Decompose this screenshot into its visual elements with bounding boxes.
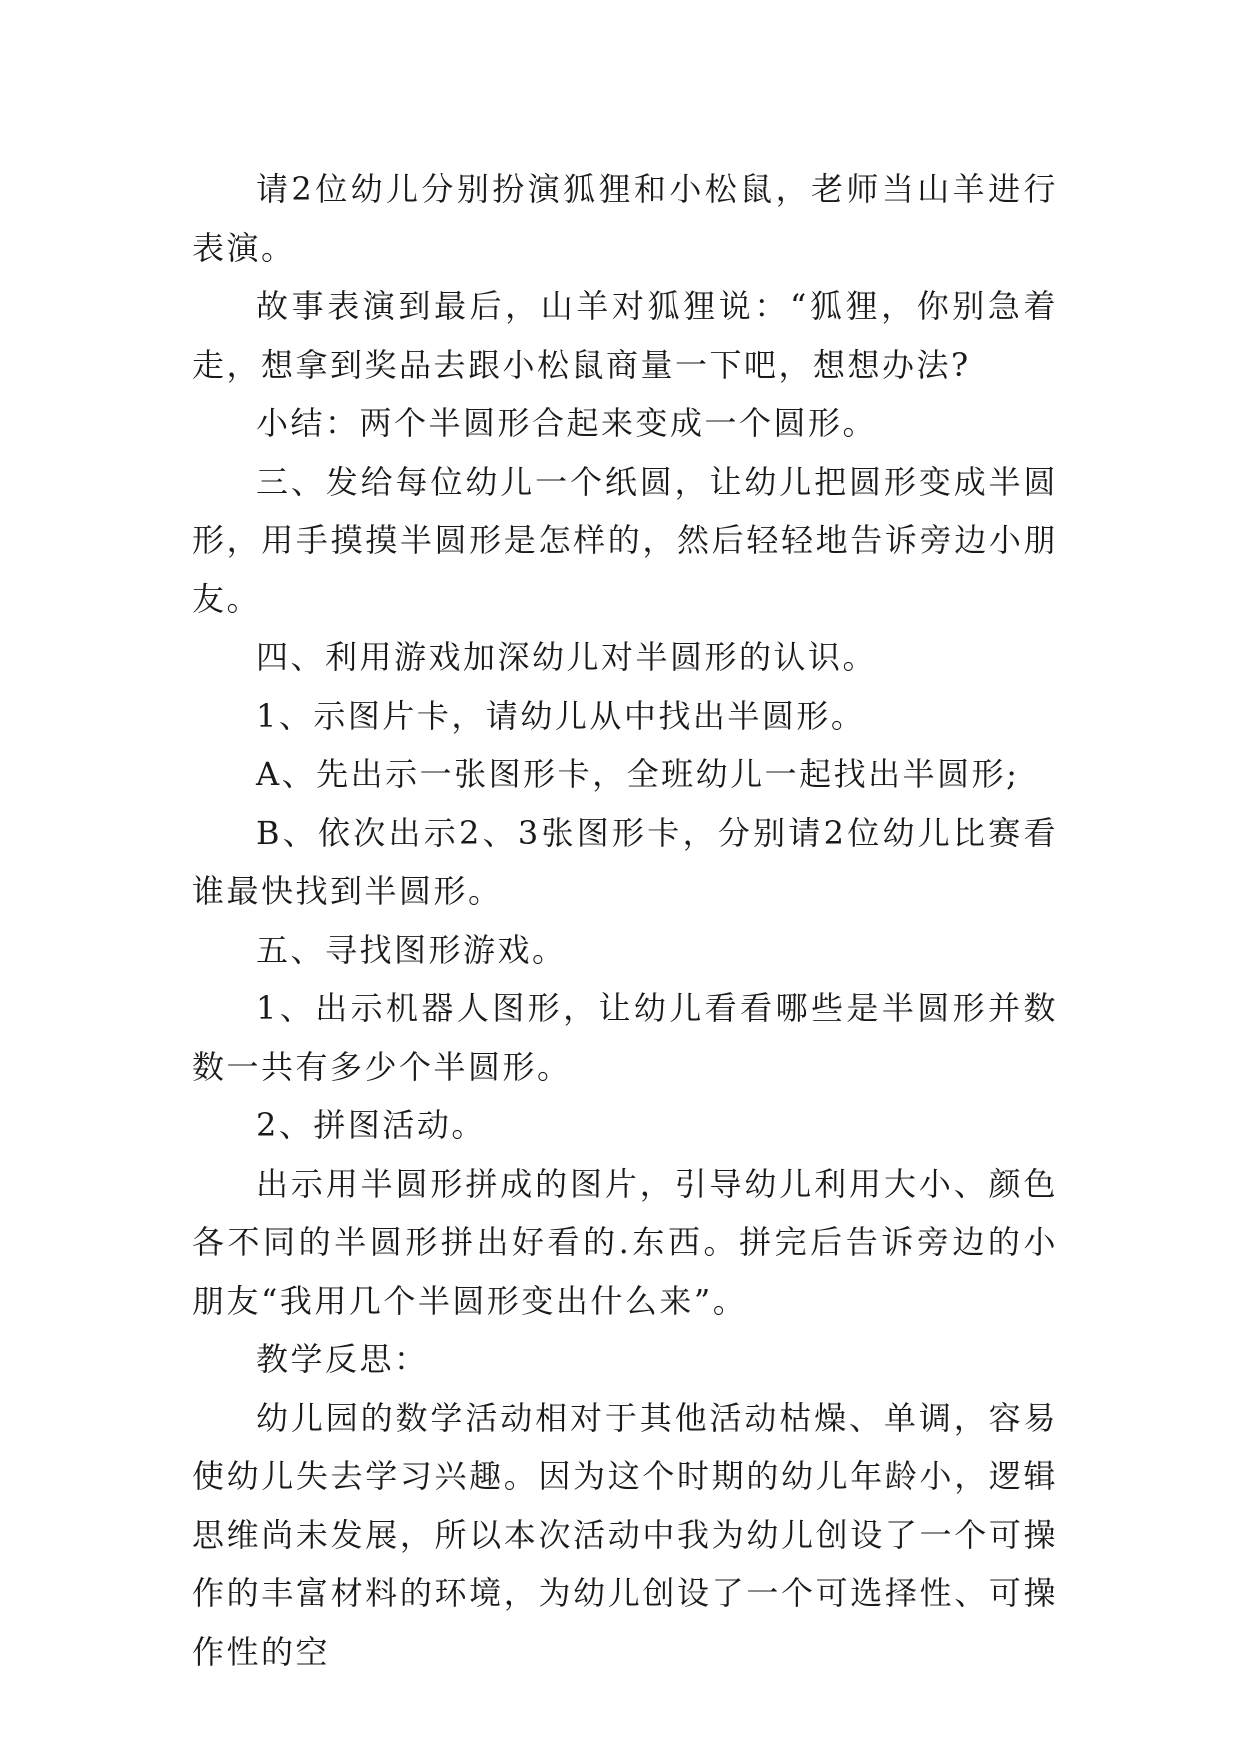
paragraph: B、依次出示2、3张图形卡，分别请2位幼儿比赛看谁最快找到半圆形。 [192,813,1058,910]
paragraph: A、先出示一张图形卡，全班幼儿一起找出半圆形; [256,755,1020,793]
paragraph: 三、发给每位幼儿一个纸圆，让幼儿把圆形变成半圆形，用手摸摸半圆形是怎样的，然后轻轻地告诉旁边小朋友。 [192,462,1058,618]
document-body [192,160,1058,1681]
paragraph: 幼儿园的数学活动相对于其他活动枯燥、单调，容易使幼儿失去学习兴趣。因为这个时期的幼儿年龄小，逻辑思维尚未发展，所以本次活动中我为幼儿创设了一个可操作的丰富材料的环境，为幼儿创设了一个可选择性、可操作性的空 [192,1398,1058,1671]
paragraph: 故事表演到最后，山羊对狐狸说：“狐狸，你别急着走，想拿到奖品去跟小松鼠商量一下吧，想想办法? [192,287,1058,384]
paragraph: 2、拼图活动。 [256,1106,486,1144]
paragraph: 请2位幼儿分别扮演狐狸和小松鼠，老师当山羊进行表演。 [192,170,1058,267]
paragraph: 五、寻找图形游戏。 [256,930,567,969]
paragraph: 教学反思： [256,1340,429,1378]
paragraph: 四、利用游戏加深幼儿对半圆形的认识。 [256,638,878,676]
paragraph: 出示用半圆形拼成的图片，引导幼儿利用大小、颜色各不同的半圆形拼出好看的.东西。拼完后告诉旁边的小朋友“我用几个半圆形变出什么来”。 [192,1164,1058,1320]
paragraph: 1、出示机器人图形，让幼儿看看哪些是半圆形并数数一共有多少个半圆形。 [192,989,1058,1086]
paragraph: 小结：两个半圆形合起来变成一个圆形。 [256,404,878,442]
paragraph: 1、示图片卡，请幼儿从中找出半圆形。 [256,696,866,735]
